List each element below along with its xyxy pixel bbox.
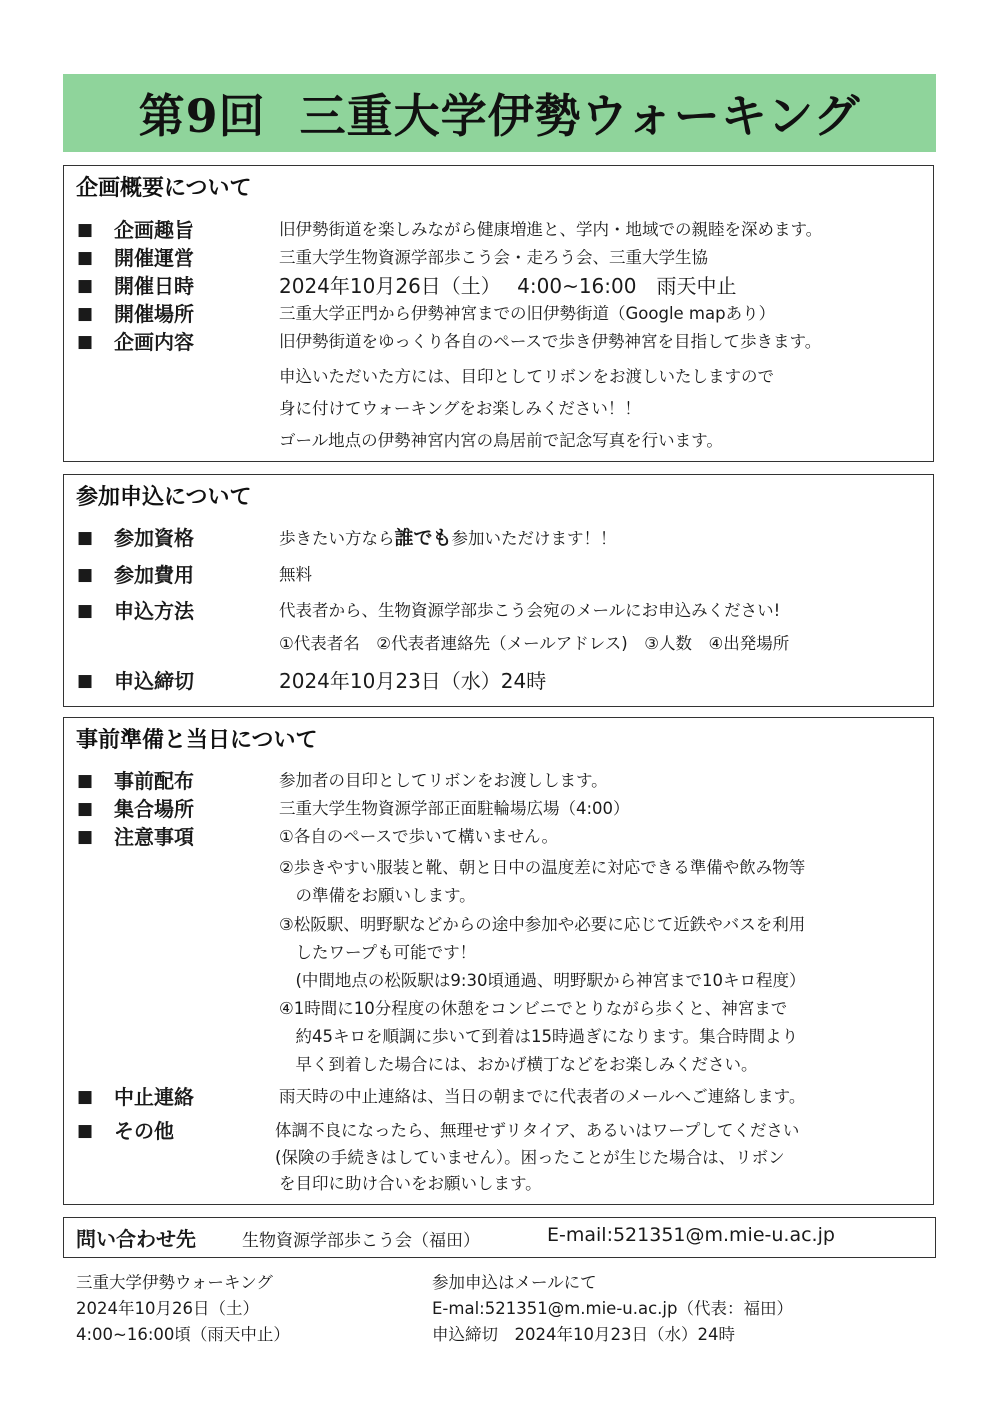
contact-email[interactable]: E-mail:521351@m.mie-u.ac.jp [547, 1224, 835, 1246]
overview-section [63, 165, 934, 462]
bullet-icon: ■ [77, 220, 94, 240]
notes-line: 早く到着した場合には、おかげ横丁などをお楽しみください。 [279, 1055, 758, 1074]
overview-item [64, 327, 933, 357]
item-value: 無料 [279, 565, 312, 584]
item-value: 体調不良になったら、無理せずリタイア、あるいはワープしてください [275, 1121, 800, 1140]
item-value: 三重大学生物資源学部歩こう会・走ろう会、三重大学生協 [279, 248, 708, 267]
item-label: 参加資格 [114, 526, 194, 550]
bullet-icon: ■ [77, 1121, 94, 1141]
bullet-icon: ■ [77, 1087, 94, 1107]
item-value: 2024年10月26日（土） 4:00~16:00 雨天中止 [279, 274, 737, 298]
method-fields: ①代表者名 ②代表者連絡先（メールアドレス) ③人数 ④出発場所 [279, 634, 790, 653]
overview-item [64, 215, 933, 245]
item-label: 注意事項 [114, 825, 194, 849]
overview-item [64, 243, 933, 273]
item-label: 中止連絡 [114, 1085, 194, 1109]
contact-org: 生物資源学部歩こう会（福田） [242, 1231, 480, 1251]
item-label: 開催場所 [114, 302, 194, 326]
footer-apply-deadline: 申込締切 2024年10月23日（水）24時 [432, 1325, 735, 1344]
item-value: 雨天時の中止連絡は、当日の朝までに代表者のメールへご連絡します。 [279, 1087, 806, 1106]
item-value: 三重大学正門から伊勢神宮までの旧伊勢街道（Google mapあり） [279, 304, 776, 323]
eligibility-item [64, 523, 933, 553]
bullet-icon: ■ [77, 248, 94, 268]
notes-line: (中間地点の松阪駅は9:30頃通過、明野駅から神宮まで10キロ程度） [279, 971, 806, 990]
item-value: 三重大学生物資源学部正面駐輪場広場（4:00） [279, 799, 630, 818]
footer-right [432, 1270, 793, 1348]
overview-heading: 企画概要について [76, 176, 252, 201]
bullet-icon: ■ [77, 276, 94, 296]
method-item [64, 596, 933, 626]
item-value: ①各自のペースで歩いて構いません。 [279, 827, 558, 846]
preparation-section [63, 717, 934, 1205]
distribution-item [64, 766, 933, 796]
title-number: 第9回 [138, 89, 266, 143]
item-label: 申込締切 [114, 669, 194, 693]
item-value: 代表者から、生物資源学部歩こう会宛のメールにお申込みください! [279, 601, 781, 620]
item-label: 開催運営 [114, 246, 194, 270]
overview-extra-line: 身に付けてウォーキングをお楽しみください！！ [279, 399, 641, 418]
bullet-icon: ■ [77, 827, 94, 847]
notes-item [64, 822, 933, 852]
bullet-icon: ■ [77, 332, 94, 352]
overview-extra-line: ゴール地点の伊勢神宮内宮の鳥居前で記念写真を行います。 [279, 431, 723, 450]
footer-apply-note: 参加申込はメールにて [432, 1273, 597, 1292]
notes-line: ②歩きやすい服装と靴、朝と日中の温度差に対応できる準備や飲み物等 [279, 858, 806, 877]
page-title [63, 74, 936, 152]
overview-item [64, 271, 933, 301]
notes-line: ④1時間に10分程度の休憩をコンビニでとりながら歩くと、神宮まで [279, 999, 788, 1018]
bullet-icon: ■ [77, 671, 94, 691]
item-label: 事前配布 [114, 769, 194, 793]
bullet-icon: ■ [77, 565, 94, 585]
item-value: 旧伊勢街道を楽しみながら健康増進と、学内・地域での親睦を深めます。 [279, 220, 823, 239]
notes-line: したワープも可能です！ [279, 943, 477, 962]
bullet-icon: ■ [77, 601, 94, 621]
item-value: 2024年10月23日（水）24時 [279, 669, 547, 693]
title-text: 三重大学伊勢ウォーキング [299, 89, 861, 143]
application-section [63, 474, 934, 707]
notes-line: の準備をお願いします。 [279, 886, 476, 905]
other-item [64, 1116, 933, 1146]
item-value: 旧伊勢街道をゆっくり各自のペースで歩き伊勢神宮を目指して歩きます。 [279, 332, 822, 351]
deadline-item [64, 666, 933, 696]
item-label: 開催日時 [114, 274, 194, 298]
item-label: 企画趣旨 [114, 218, 194, 242]
item-label: 企画内容 [114, 330, 194, 354]
contact-box [63, 1217, 936, 1258]
bullet-icon: ■ [77, 304, 94, 324]
overview-extra-line: 申込いただいた方には、目印としてリボンをお渡しいたしますので [279, 367, 774, 386]
item-value: 歩きたい方なら誰でも参加いただけます！！ [279, 527, 617, 549]
overview-item [64, 299, 933, 329]
notes-line: ③松阪駅、明野駅などからの途中参加や必要に応じて近鉄やバスを利用 [279, 915, 806, 934]
footer-apply-email[interactable]: E-mal:521351@m.mie-u.ac.jp（代表：福田） [432, 1299, 793, 1318]
bullet-icon: ■ [77, 799, 94, 819]
notes-line: 約45キロを順調に歩いて到着は15時過ぎになります。集合時間より [279, 1027, 799, 1046]
bullet-icon: ■ [77, 528, 94, 548]
application-heading: 参加申込について [76, 485, 252, 510]
item-label: その他 [114, 1119, 174, 1143]
fee-item [64, 560, 933, 590]
bullet-icon: ■ [77, 771, 94, 791]
item-label: 申込方法 [114, 599, 194, 623]
contact-label: 問い合わせ先 [76, 1227, 196, 1251]
other-line: を目印に助け合いをお願いします。 [279, 1174, 542, 1193]
footer-event-date: 2024年10月26日（土） [76, 1299, 259, 1318]
cancel-item [64, 1082, 933, 1112]
preparation-heading: 事前準備と当日について [76, 728, 318, 753]
item-value: 参加者の目印としてリボンをお渡しします。 [279, 771, 608, 790]
footer-event-time: 4:00~16:00頃（雨天中止） [76, 1325, 290, 1344]
meeting-item [64, 794, 933, 824]
footer-event-name: 三重大学伊勢ウォーキング [76, 1273, 273, 1292]
footer-left [76, 1270, 290, 1348]
item-label: 集合場所 [114, 797, 194, 821]
item-label: 参加費用 [114, 563, 194, 587]
other-line: (保険の手続きはしていません）。困ったことが生じた場合は、リボン [275, 1148, 785, 1167]
